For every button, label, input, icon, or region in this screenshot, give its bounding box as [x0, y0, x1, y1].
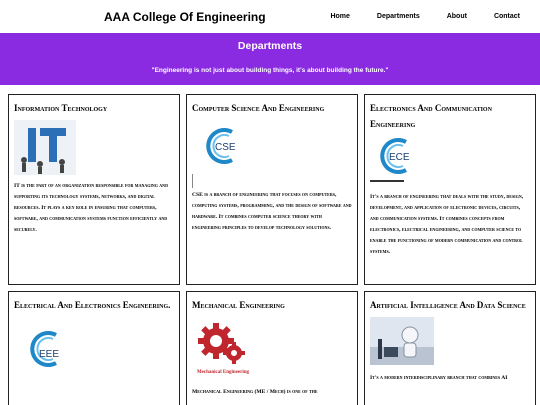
- card-title: Artificial Intelligence And Data Science: [370, 300, 526, 310]
- card-title: Computer Science And Engineering: [192, 103, 325, 113]
- card-title: Electronics And Communication Engineering: [370, 103, 492, 129]
- navbar: [0, 0, 540, 33]
- department-card-it[interactable]: [8, 94, 180, 285]
- nav-link-about[interactable]: About: [446, 13, 467, 20]
- card-title: Electrical And Electronics Engineering.: [14, 300, 171, 310]
- page-title: Departments: [237, 40, 303, 52]
- nav-link-departments[interactable]: Departments: [376, 13, 420, 20]
- eee-logo-icon: [26, 329, 76, 369]
- cse-logo-text: CSE: [215, 142, 236, 153]
- ece-logo-icon: [376, 136, 426, 176]
- department-card-eee[interactable]: [8, 291, 180, 405]
- card-description: It's a branch of engineering that deals with the study, design, development, and application of electronic devices, circuits, and communication systems. It combines concepts from electronics, electrical engineering, and computer science to enable the functioning of modern communication and control systems.: [370, 194, 524, 255]
- department-card-ai-ds[interactable]: [364, 291, 536, 405]
- cse-logo-icon: [202, 126, 252, 166]
- card-title: Information Technology: [14, 103, 108, 113]
- eee-logo-text: EEE: [39, 349, 60, 360]
- nav-link-contact[interactable]: Contact: [493, 13, 520, 20]
- department-card-mechanical[interactable]: [186, 291, 358, 405]
- hero-quote: "Engineering is not just about building things, it's about building the future.": [151, 67, 389, 74]
- ece-logo-text: ECE: [389, 152, 410, 163]
- mechanical-logo-text: Mechanical Engineering: [196, 370, 250, 375]
- nav-link-home[interactable]: Home: [330, 13, 350, 20]
- card-description: Mechanical Engineering (ME / Mech) is one of the: [192, 389, 318, 395]
- nav-links: [303, 13, 520, 20]
- card-title: Mechanical Engineering: [192, 300, 285, 310]
- department-card-ece[interactable]: [364, 94, 536, 285]
- divider: [192, 174, 193, 188]
- department-card-cse[interactable]: [186, 94, 358, 285]
- mechanical-gear-logo-icon: [192, 317, 254, 379]
- it-logo-icon: [14, 120, 76, 175]
- card-description: It's a modern interdisciplinary branch that combines AI: [370, 375, 508, 381]
- card-description: CSE is a branch of engineering that focuses on computers, computing systems, programming, and the design of software and hardware. It combines computer science theory with engineering principles to develop technology solutions.: [192, 192, 352, 231]
- hero-banner: [0, 33, 540, 85]
- ai-robot-image-icon: [370, 317, 434, 365]
- divider: [370, 180, 404, 182]
- department-grid: [0, 85, 540, 405]
- card-description: IT is the part of an organization responsible for managing and supporting its technology systems, networks, and digital resources. It plays a key role in ensuring that computers, software, and communication systems function efficiently and securely.: [14, 183, 168, 233]
- brand-title: AAA College Of Engineering: [104, 9, 266, 24]
